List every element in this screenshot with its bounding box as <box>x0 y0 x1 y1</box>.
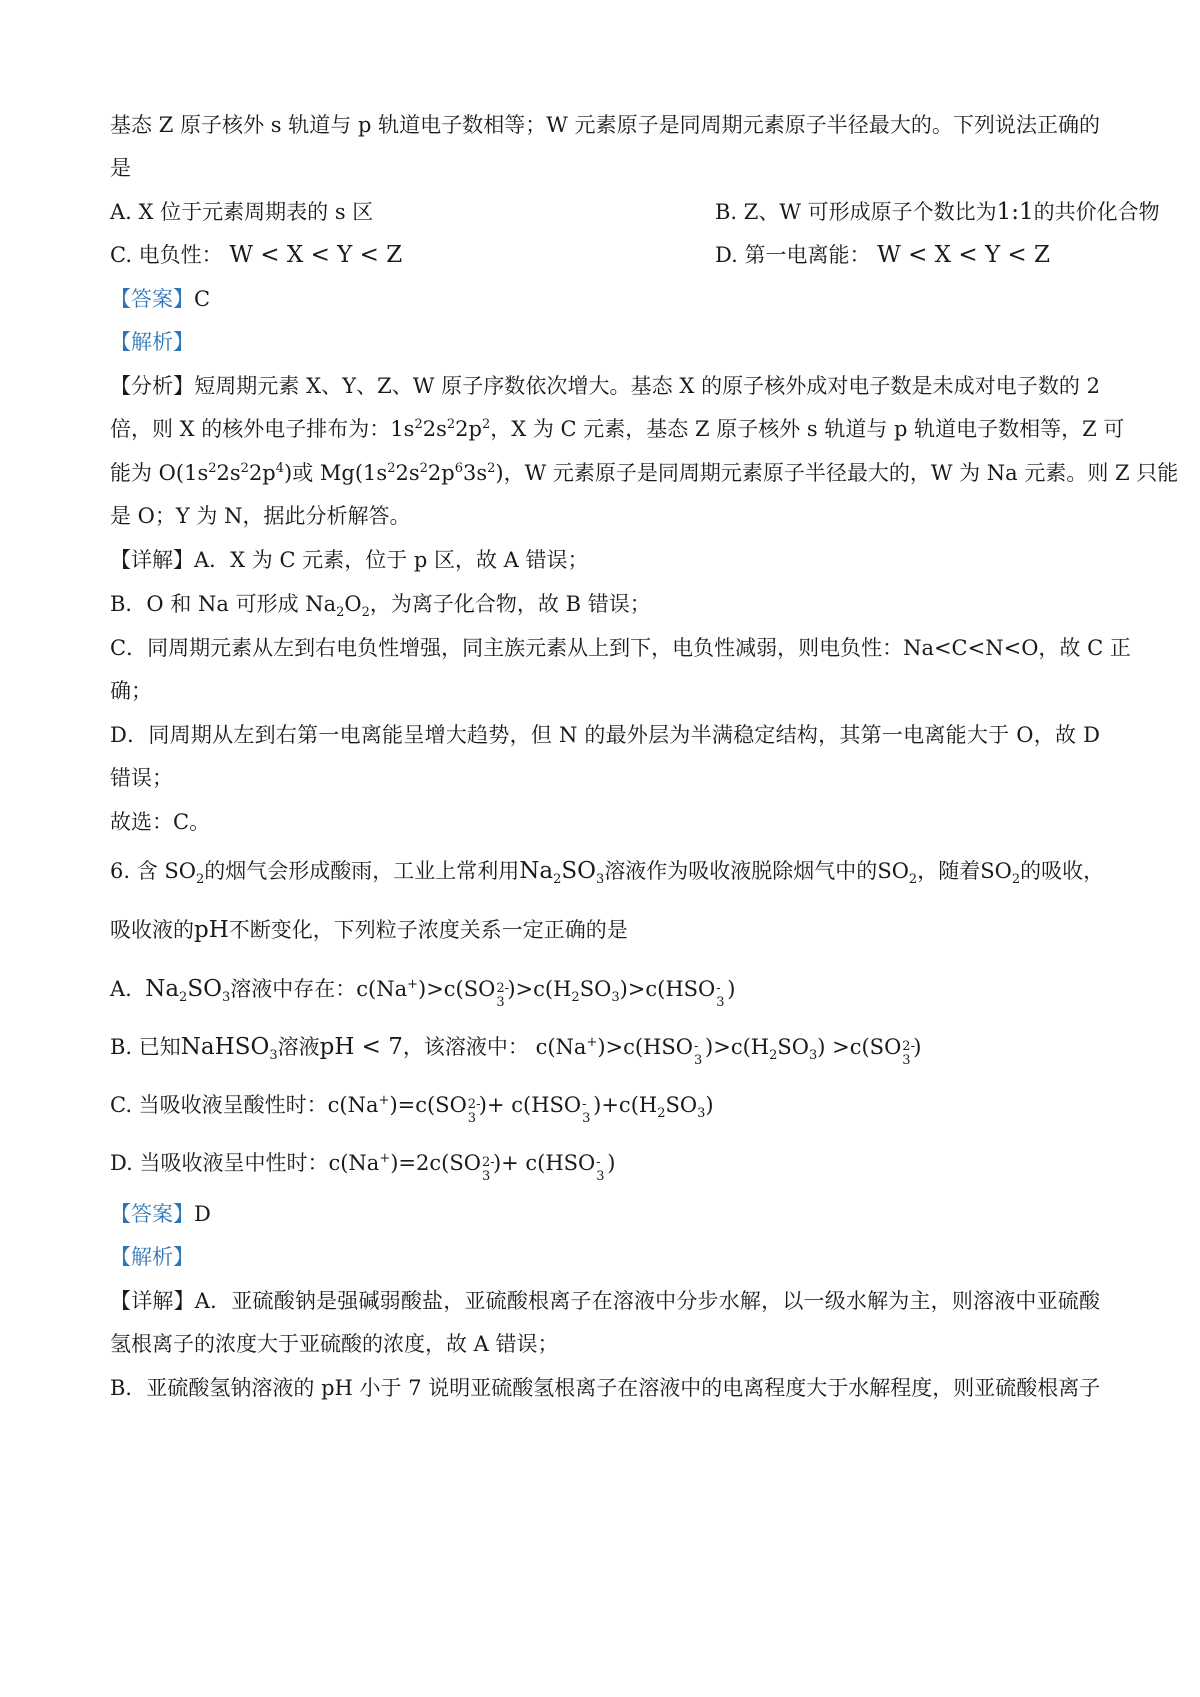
q6-option-b: B. 已知NaHSO$_3$溶液pH < 7，该溶液中： c(Na+)>c(HSO - 3 )$>c(H_2SO_3) >c(SO$ 2- 3 ) <box>110 1034 922 1068</box>
q5-xj-a: 【详解】A．X 为 C 元素，位于 p 区，故 A 错误； <box>110 548 589 572</box>
sulfite-ion-charge: 2- 3 <box>902 1038 915 1068</box>
bisulfite-ion-charge: - 3 <box>596 1154 605 1184</box>
q5-option-c: C. 电负性： W < X < Y < Z <box>110 242 403 268</box>
sulfite-ion-charge: 2- 3 <box>467 1096 481 1126</box>
sulfite-ion-charge: 2- 3 <box>481 1154 495 1184</box>
q5-options-row-2 <box>110 240 1100 270</box>
q5-analysis-heading: 【解析】 <box>110 330 194 354</box>
q5-choose: 故选：C。 <box>110 810 211 834</box>
q6-xj-a-line-1: 【详解】A．亚硫酸钠是强碱弱酸盐，亚硫酸根离子在溶液中分步水解，以一级水解为主，则溶液中亚硫酸 <box>110 1289 1101 1313</box>
q5-option-a: A. X 位于元素周期表的 s 区 <box>110 200 374 224</box>
q5-answer: 【答案】C <box>110 287 211 311</box>
q5-stem-line-1: 基态 Z 原子核外 s 轨道与 p 轨道电子数相等；W 元素原子是同周期元素原子半径最大的。下列说法正确的 <box>110 113 1100 137</box>
q6-stem-line-2: 吸收液的pH不断变化，下列粒子浓度关系一定正确的是 <box>110 917 628 943</box>
q6-option-c: C. 当吸收液呈酸性时：c(Na+)=c(SO 2- 3 )+ c(HSO - 3 )$+c(H_2SO_3)$ <box>110 1093 714 1126</box>
q5-xj-c-line-2: 确； <box>110 679 152 703</box>
q6-option-d: D. 当吸收液呈中性时：c(Na+)=2c(SO 2- 3 )+ c(HSO - 3 ) <box>110 1151 616 1184</box>
bisulfite-ion-charge: - 3 <box>716 980 725 1010</box>
bisulfite-ion-charge: - 3 <box>694 1038 703 1068</box>
q5-fx-line-1: 【分析】短周期元素 X、Y、Z、W 原子序数依次增大。基态 X 的原子核外成对电子数是未成对电子数的 2 <box>110 374 1101 398</box>
q5-fx-line-3: 能为 $O(1s^22s^22p^4)$或 $Mg(1s^22s^22p^63s^2)$，W 元素原子是同周期元素原子半径最大的，W 为 Na 元素。则 Z 只能 <box>110 461 1179 485</box>
q5-xj-c-line-1: C．同周期元素从左到右电负性增强，同主族元素从上到下，电负性减弱，则电负性：Na<C<N<O，故 C 正 <box>110 636 1131 660</box>
q6-xj-a-line-2: 氢根离子的浓度大于亚硫酸的浓度，故 A 错误； <box>110 1332 559 1356</box>
q6-option-a: A. $Na_2SO_3$溶液中存在：c(Na+)>c(SO 2- 3 )$>c(H_2SO_3)>c(HSO$ - 3 ) <box>110 976 736 1010</box>
q5-option-b: B. Z、W 可形成原子个数比为1:1的共价化合物 <box>715 199 1160 225</box>
q5-fx-line-4: 是 O；Y 为 N，据此分析解答。 <box>110 504 411 528</box>
q5-xj-d-line-2: 错误； <box>110 766 173 790</box>
q5-xj-b: B．O 和 Na 可形成 $Na_2O_2$，为离子化合物，故 B 错误； <box>110 592 651 621</box>
bisulfite-ion-charge: - 3 <box>582 1096 591 1126</box>
q6-xj-b-line-1: B．亚硫酸氢钠溶液的 pH 小于 7 说明亚硫酸氢根离子在溶液中的电离程度大于水解程度，则亚硫酸根离子 <box>110 1376 1101 1400</box>
q5-xj-d-line-1: D．同周期从左到右第一电离能呈增大趋势，但 N 的最外层为半满稳定结构，其第一电离能大于 O，故 D <box>110 723 1100 747</box>
sulfite-ion-charge: 2- 3 <box>496 980 510 1010</box>
q6-stem-line-1: 6. 含 $SO_2$的烟气会形成酸雨，工业上常利用$Na_2SO_3$溶液作为吸收液脱除烟气中的$SO_2$，随着$SO_2$的吸收， <box>110 858 1105 888</box>
q6-answer: 【答案】D <box>110 1202 211 1226</box>
q5-option-d: D. 第一电离能： W < X < Y < Z <box>715 242 1050 268</box>
q5-stem-line-2: 是 <box>110 156 131 180</box>
q5-options-row-1 <box>110 197 1160 227</box>
q6-analysis-heading: 【解析】 <box>110 1245 194 1269</box>
q5-fx-line-2: 倍，则 X 的核外电子排布为：$1s^22s^22p^2$，X 为 C 元素，基态 Z 原子核外 s 轨道与 p 轨道电子数相等，Z 可 <box>110 417 1125 441</box>
